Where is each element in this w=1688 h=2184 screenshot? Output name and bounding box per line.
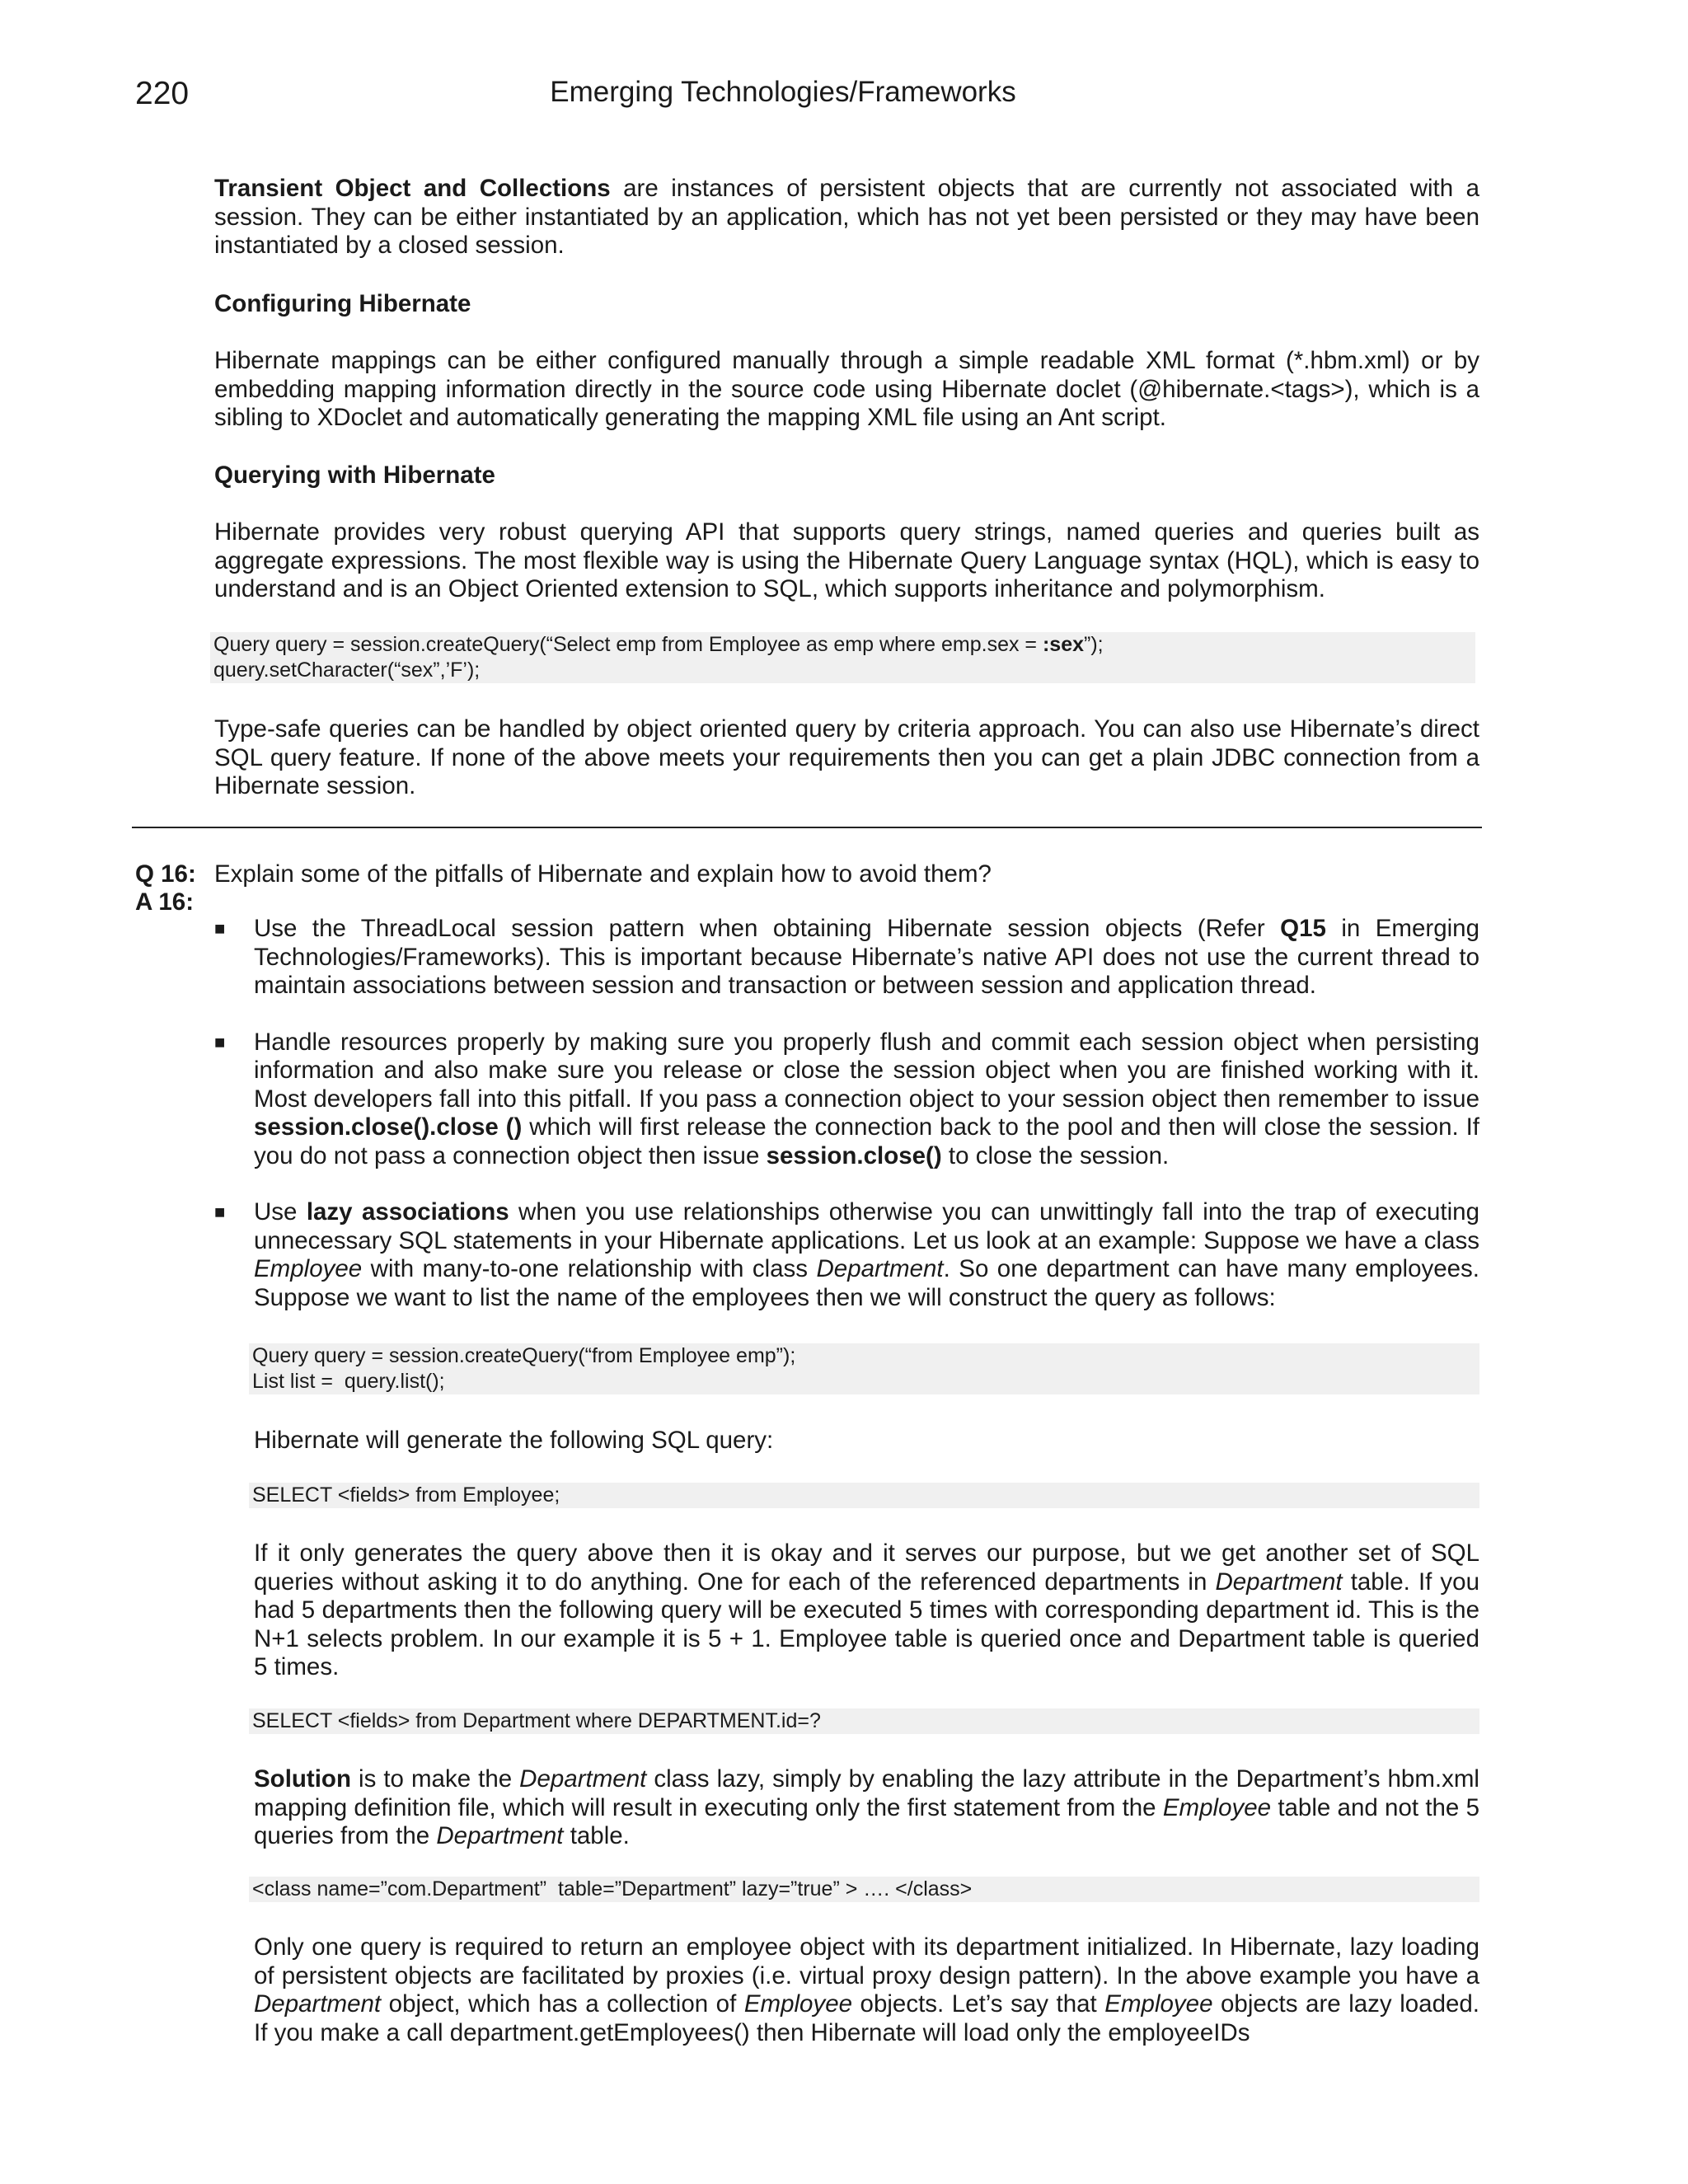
section-divider: [132, 827, 1482, 828]
bullet-icon: ■: [214, 1202, 226, 1222]
list-item: ■ Use the ThreadLocal session pattern when obtaining Hibernate session objects (Refer Q15 in Emerging Technologies/Frameworks). This is important because Hibernate’s native API does not use the current thread to maintain associations between session and transaction or between session and application thread.: [214, 915, 1479, 999]
transient-paragraph: [214, 175, 1479, 260]
code-param: :sex: [1042, 633, 1085, 656]
list-item: ■ Use lazy associations when you use relationships otherwise you can unwittingly fall into the trap of executing unnecessary SQL statements in your Hibernate applications. Let us look at an example: Suppose we have a class Employee with many-to-one relationship with class Department. So one department can have many employees. Suppose we want to list the name of the employees then we will construct the query as follows:: [214, 1198, 1479, 1311]
code-line: Query query = session.createQuery(“from Employee emp”);: [252, 1344, 796, 1367]
pitfall-list: [214, 915, 1479, 1340]
configuring-heading: Configuring Hibernate: [214, 290, 471, 317]
answer-label: A 16:: [135, 888, 195, 916]
solution-paragraph: Solution is to make the Department class lazy, simply by enabling the lazy attribute in the Department’s hbm.xml mapping definition file, which will result in executing only the first statement from the Employee table and not the 5 queries from the Department table.: [254, 1765, 1479, 1849]
querying-heading: Querying with Hibernate: [214, 462, 495, 489]
page-number: 220: [135, 76, 190, 111]
bullet-icon: ■: [214, 1031, 226, 1052]
question-text: Explain some of the pitfalls of Hibernate and explain how to avoid them?: [214, 860, 992, 888]
code-block-sql-department: SELECT <fields> from Department where DEPARTMENT.id=?: [249, 1708, 1479, 1734]
querying-paragraph: Hibernate provides very robust querying API that supports query strings, named queries and queries built as aggregate expressions. The most flexible way is using the Hibernate Query Language syntax (HQL), which is easy to understand and is an Object Oriented extension to SQL, which supports inheritance and polymorphism.: [214, 518, 1479, 602]
n-plus-one-paragraph: If it only generates the query above then it is okay and it serves our purpose, but we get another set of SQL queries without asking it to do anything. One for each of the referenced departments in Department table. If you had 5 departments then the following query will be executed 5 times with corresponding department id. This is the N+1 selects problem. In our example it is 5 + 1. Employee table is queried once and Department table is queried 5 times.: [254, 1540, 1479, 1680]
code-line: List list = query.list();: [252, 1370, 445, 1393]
code-block-hql: [210, 632, 1475, 683]
code-line-end: ”);: [1084, 633, 1104, 656]
code-line: Query query = session.createQuery(“Select emp from Employee as emp where emp.sex =: [213, 633, 1043, 656]
code-block-query: [249, 1343, 1479, 1394]
configuring-paragraph: Hibernate mappings can be either configured manually through a simple readable XML format (*.hbm.xml) or by embedding mapping information directly in the source code using Hibernate doclet (@hibernate.<tags>), which is a sibling to XDoclet and automatically generating the mapping XML file using an Ant script.: [214, 347, 1479, 431]
list-item: ■ Handle resources properly by making sure you properly flush and commit each session object when persisting information and also make sure you release or close the session object when you are finished working with it. Most developers fall into this pitfall. If you pass a connection object to your session object then remember to issue session.close().close () which will first release the connection back to the pool and then will close the session. If you do not pass a connection object then issue session.close() to close the session.: [214, 1028, 1479, 1169]
typesafe-paragraph: Type-safe queries can be handled by object oriented query by criteria approach. You can also use Hibernate’s direct SQL query feature. If none of the above meets your requirements then you can get a plain JDBC connection from a Hibernate session.: [214, 715, 1479, 799]
bullet-icon: ■: [214, 918, 226, 939]
generate-text: Hibernate will generate the following SQL query:: [254, 1427, 774, 1454]
code-block-mapping: <class name=”com.Department” table=”Department” lazy=”true” > …. </class>: [249, 1877, 1479, 1902]
lazy-loading-paragraph: Only one query is required to return an employee object with its department initialized. In Hibernate, lazy loading of persistent objects are facilitated by proxies (i.e. virtual proxy design pattern). In the above example you have a Department object, which has a collection of Employee objects. Let’s say that Employee objects are lazy loaded. If you make a call department.getEmployees() then Hibernate will load only the employeeIDs: [254, 1933, 1480, 2046]
transient-text: are instances of persistent objects that are currently not associated with a session. They can be either instantiated by an application, which has not yet been persisted or they may have been instantiated by a closed session.: [214, 175, 1480, 259]
transient-term: Transient Object and Collections: [214, 175, 611, 202]
code-block-sql-employee: SELECT <fields> from Employee;: [249, 1483, 1479, 1508]
code-line: query.setCharacter(“sex”,’F’);: [213, 658, 481, 682]
question-label: Q 16:: [135, 860, 196, 888]
running-header: Emerging Technologies/Frameworks: [550, 76, 1016, 108]
